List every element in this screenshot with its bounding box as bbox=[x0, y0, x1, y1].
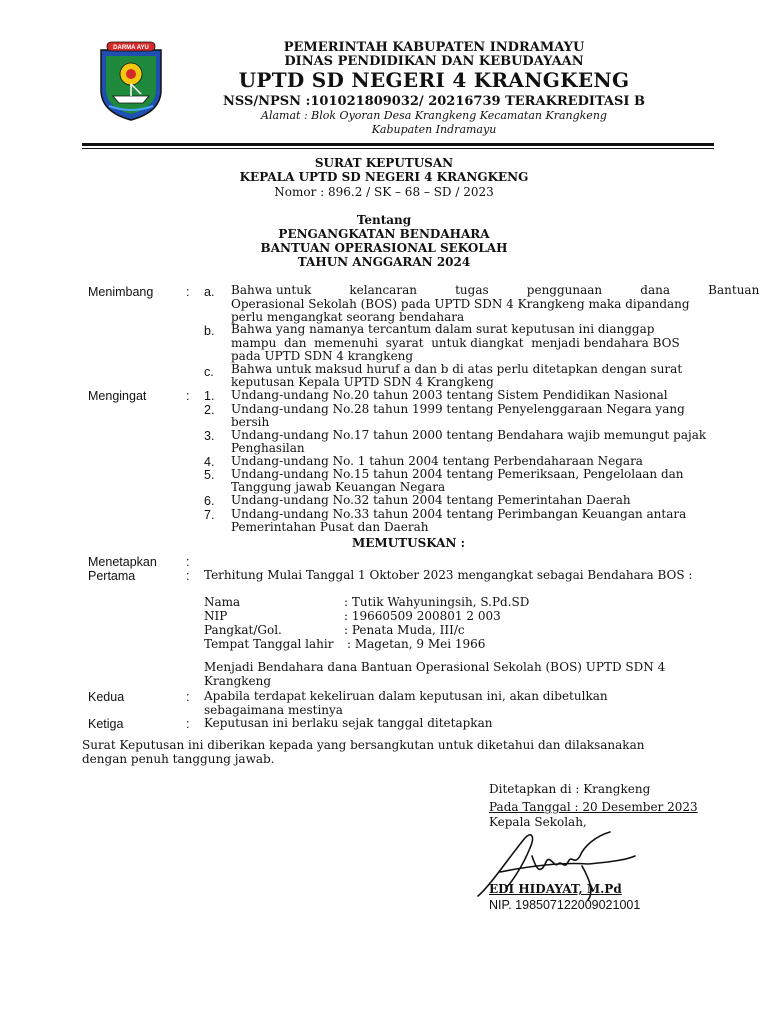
field-key-ttl: Tempat Tanggal lahir bbox=[204, 637, 334, 651]
title-line-1: SURAT KEPUTUSAN bbox=[314, 156, 454, 170]
header-rule-thick bbox=[82, 143, 714, 146]
menimbang-item-text: keputusan Kepala UPTD SDN 4 Krangkeng bbox=[231, 375, 494, 389]
menimbang-item-text: Bahwa yang namanya tercantum dalam surat keputusan ini dianggap bbox=[231, 322, 655, 336]
menimbang-item-number: c. bbox=[204, 365, 214, 379]
decree-number: Nomor : 896.2 / SK – 68 – SD / 2023 bbox=[274, 185, 494, 199]
field-value-ttl: : Magetan, 9 Mei 1966 bbox=[347, 637, 486, 651]
kedua-label: Kedua bbox=[88, 690, 125, 704]
field-value-nama: : Tutik Wahyuningsih, S.Pd.SD bbox=[344, 595, 530, 609]
header-department: DINAS PENDIDIKAN DAN KEBUDAYAAN bbox=[284, 54, 584, 69]
header-address-2: Kabupaten Indramayu bbox=[371, 123, 497, 136]
mengingat-item-text: Penghasilan bbox=[231, 441, 305, 455]
mengingat-item-text: Undang-undang No.33 tahun 2004 tentang Perimbangan Keuangan antara bbox=[231, 507, 687, 521]
closing-text: dengan penuh tanggung jawab. bbox=[82, 752, 275, 766]
ketiga-colon: : bbox=[186, 717, 190, 731]
header-government: PEMERINTAH KABUPATEN INDRAMAYU bbox=[283, 40, 585, 55]
mengingat-item-text: Undang-undang No. 1 tahun 2004 tentang Perbendaharaan Negara bbox=[231, 454, 643, 468]
ketiga-text: Keputusan ini berlaku sejak tanggal ditetapkan bbox=[204, 716, 493, 730]
closing-text: Surat Keputusan ini diberikan kepada yang bersangkutan untuk diketahui dan dilaksanakan bbox=[82, 738, 645, 752]
mengingat-item-text: bersih bbox=[231, 415, 270, 429]
field-value-pangkat: : Penata Muda, III/c bbox=[344, 623, 465, 637]
header-school-name: UPTD SD NEGERI 4 KRANGKENG bbox=[238, 68, 630, 92]
menimbang-item-number: a. bbox=[204, 285, 215, 299]
signer-name: EDI HIDAYAT, M.Pd bbox=[489, 882, 622, 896]
mengingat-item-number: 6. bbox=[204, 494, 215, 508]
pertama-text: Terhitung Mulai Tanggal 1 Oktober 2023 mengangkat sebagai Bendahara BOS : bbox=[204, 568, 693, 582]
field-key-nama: Nama bbox=[204, 595, 241, 609]
menimbang-item-text: mampu dan memenuhi syarat untuk diangkat menjadi bendahara BOS bbox=[231, 336, 680, 350]
menimbang-item-number: b. bbox=[204, 324, 215, 338]
menetapkan-colon: : bbox=[186, 555, 190, 569]
pertama-conclusion: Krangkeng bbox=[204, 674, 272, 688]
menimbang-item-text: Operasional Sekolah (BOS) pada UPTD SDN 4 Krangkeng maka dipandang bbox=[231, 297, 690, 311]
pertama-conclusion: Menjadi Bendahara dana Bantuan Operasional Sekolah (BOS) UPTD SDN 4 bbox=[204, 660, 666, 674]
field-key-pangkat: Pangkat/Gol. bbox=[204, 623, 282, 637]
mengingat-item-number: 5. bbox=[204, 468, 215, 482]
menimbang-item-text: Bahwa untuk maksud huruf a dan b di atas perlu ditetapkan dengan surat bbox=[231, 362, 683, 376]
mengingat-item-text: Undang-undang No.32 tahun 2004 tentang Pemerintahan Daerah bbox=[231, 493, 631, 507]
memutuskan-heading: MEMUTUSKAN : bbox=[352, 536, 466, 550]
kedua-colon: : bbox=[186, 690, 190, 704]
kedua-text: Apabila terdapat kekeliruan dalam keputusan ini, akan dibetulkan bbox=[204, 689, 608, 703]
field-key-nip: NIP bbox=[204, 609, 228, 623]
pertama-label: Pertama bbox=[88, 569, 136, 583]
menimbang-item-text: perlu mengangkat seorang bendahara bbox=[231, 310, 465, 324]
mengingat-label: Mengingat bbox=[88, 389, 147, 403]
header-rule-thin bbox=[82, 148, 714, 149]
mengingat-item-text: Undang-undang No.17 tahun 2000 tentang Bendahara wajib memungut pajak bbox=[231, 428, 707, 442]
mengingat-item-text: Tanggung jawab Keuangan Negara bbox=[231, 480, 446, 494]
field-value-nip: : 19660509 200801 2 003 bbox=[344, 609, 501, 623]
subject-line-1: PENGANGKATAN BENDAHARA bbox=[278, 227, 490, 241]
mengingat-item-number: 4. bbox=[204, 455, 215, 469]
mengingat-item-number: 7. bbox=[204, 508, 215, 522]
mengingat-item-number: 1. bbox=[204, 389, 215, 403]
header-address-1: Alamat : Blok Oyoran Desa Krangkeng Kecamatan Krangkeng bbox=[261, 109, 607, 122]
mengingat-item-text: Undang-undang No.20 tahun 2003 tentang Sistem Pendidikan Nasional bbox=[231, 388, 668, 402]
logo-ribbon-text: DARMA AYU bbox=[113, 45, 149, 51]
title-tentang: Tentang bbox=[356, 213, 412, 227]
signature-role: Kepala Sekolah, bbox=[489, 815, 587, 829]
mengingat-item-text: Undang-undang No.28 tahun 1999 tentang Penyelenggaraan Negara yang bbox=[231, 402, 685, 416]
menimbang-item-text: Bahwa untuk kelancaran tugas penggunaan dana Bantuan bbox=[231, 283, 760, 297]
menetapkan-label: Menetapkan bbox=[88, 555, 157, 569]
mengingat-item-number: 3. bbox=[204, 429, 215, 443]
menimbang-item-text: pada UPTD SDN 4 krangkeng bbox=[231, 349, 414, 363]
mengingat-item-number: 2. bbox=[204, 403, 215, 417]
mengingat-item-text: Pemerintahan Pusat dan Daerah bbox=[231, 520, 429, 534]
signature-place: Ditetapkan di : Krangkeng bbox=[489, 782, 651, 796]
subject-line-3: TAHUN ANGGARAN 2024 bbox=[297, 255, 471, 269]
ketiga-label: Ketiga bbox=[88, 717, 124, 731]
signature-date: Pada Tanggal : 20 Desember 2023 bbox=[489, 800, 698, 814]
header-nss: NSS/NPSN :101021809032/ 20216739 TERAKREDITASI B bbox=[223, 94, 645, 109]
menimbang-label: Menimbang bbox=[88, 285, 154, 299]
subject-line-2: BANTUAN OPERASIONAL SEKOLAH bbox=[260, 241, 508, 255]
title-line-2: KEPALA UPTD SD NEGERI 4 KRANGKENG bbox=[239, 170, 529, 184]
kedua-text: sebagaimana mestinya bbox=[204, 703, 343, 717]
menimbang-colon: : bbox=[186, 285, 190, 299]
signer-nip: NIP. 198507122009021001 bbox=[489, 898, 641, 912]
mengingat-item-text: Undang-undang No.15 tahun 2004 tentang Pemeriksaan, Pengelolaan dan bbox=[231, 467, 684, 481]
pertama-colon: : bbox=[186, 569, 190, 583]
mengingat-colon: : bbox=[186, 389, 190, 403]
